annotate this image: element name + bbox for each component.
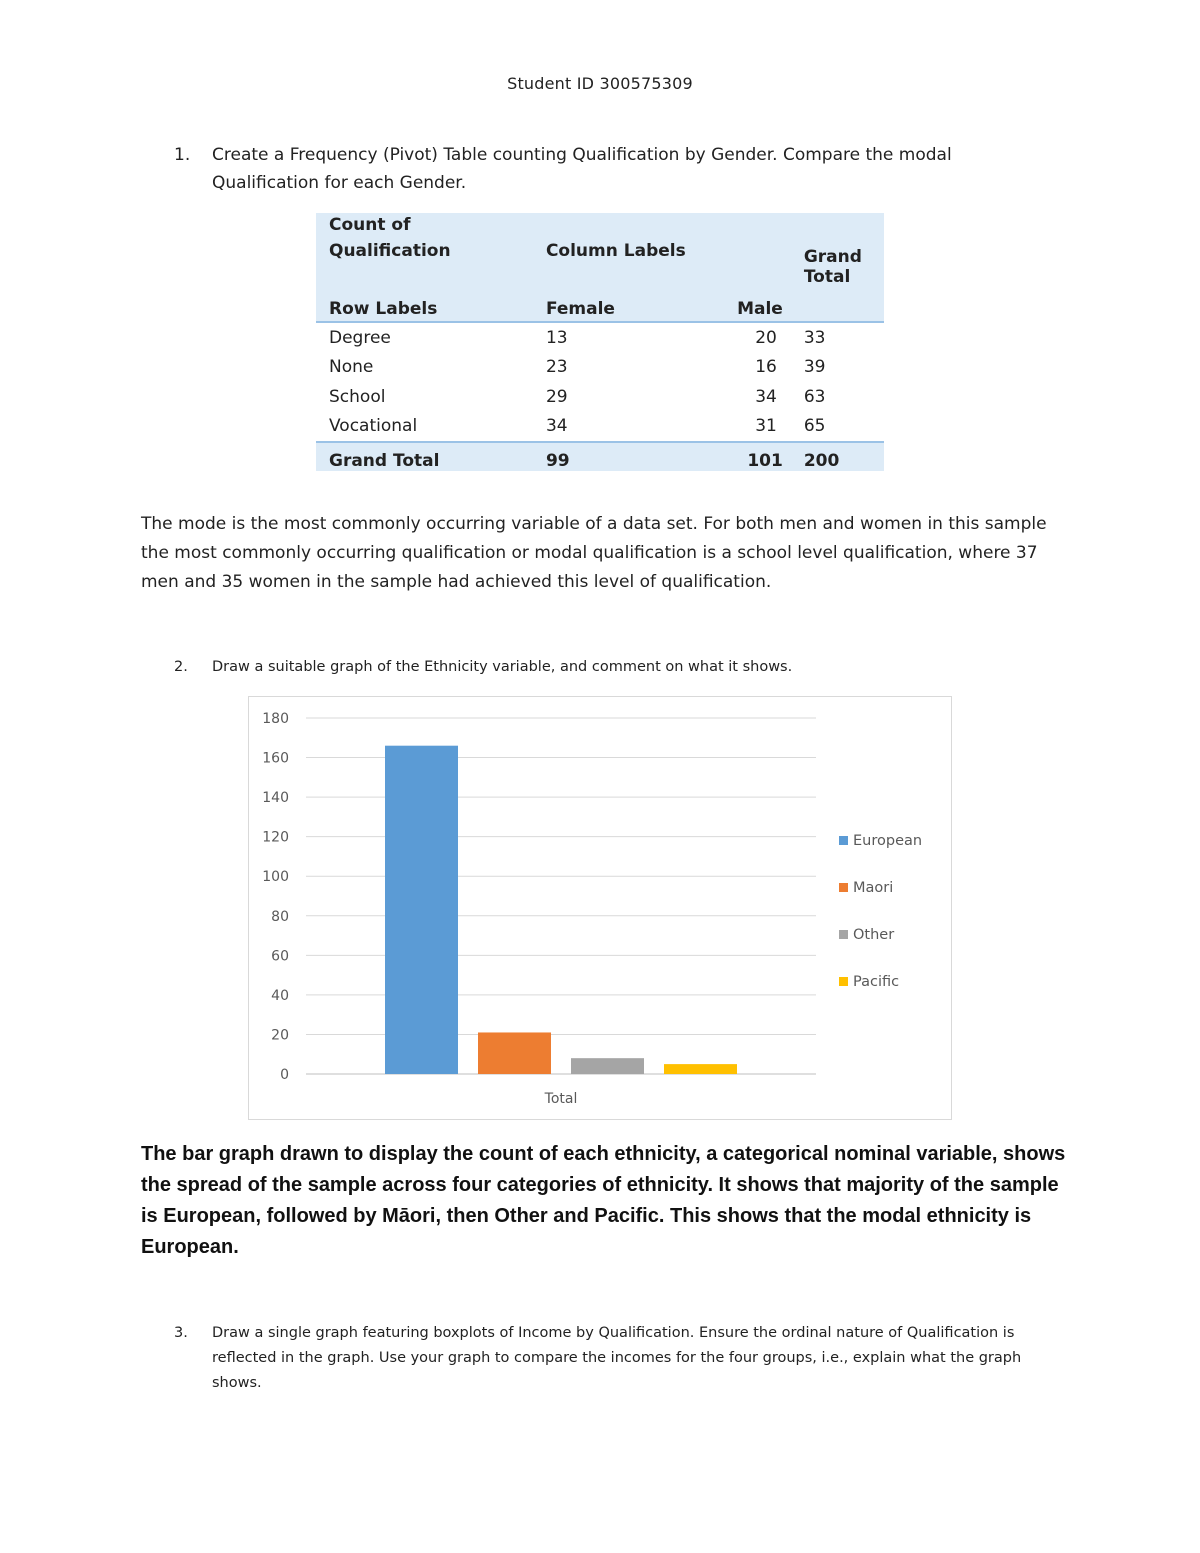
- pivot-header-row: [316, 213, 884, 241]
- cell-total: 33: [803, 327, 826, 348]
- cell-male: 31: [755, 416, 777, 437]
- question-3: [174, 1321, 1054, 1396]
- table-row: [316, 322, 884, 353]
- row-label: Grand Total: [316, 442, 533, 471]
- header-qualification: Qualification: [316, 241, 533, 267]
- pivot-table: [316, 213, 884, 471]
- y-tick-label: 120: [262, 829, 289, 846]
- cell-male: 20: [755, 327, 777, 348]
- ethnicity-bar-chart: [248, 696, 952, 1120]
- bar-other: [571, 1058, 644, 1074]
- cell-total: 65: [803, 416, 826, 437]
- bars: [385, 746, 737, 1074]
- legend: [839, 833, 922, 990]
- y-tick-label: 100: [262, 869, 289, 886]
- legend-label: Pacific: [853, 974, 900, 990]
- question-number: 3.: [174, 1325, 188, 1341]
- cell-total: 39: [803, 357, 826, 378]
- question-text: Create a Frequency (Pivot) Table counting Qualification by Gender. Compare the modal Qualification for each Gender.: [212, 145, 952, 193]
- cell-female: 99: [533, 442, 711, 471]
- cell-female: 13: [545, 327, 568, 348]
- y-tick-label: 60: [271, 948, 289, 965]
- header-male: Male: [711, 267, 791, 322]
- y-tick-label: 40: [271, 987, 289, 1004]
- table-row: [316, 382, 884, 412]
- pivot-header-row: [316, 267, 884, 322]
- cell-female: 23: [545, 357, 568, 378]
- header-total: Total: [791, 267, 884, 322]
- y-axis-ticks: [262, 711, 289, 1083]
- cell-total: 200: [791, 442, 884, 471]
- y-tick-label: 80: [271, 908, 289, 925]
- legend-swatch: [839, 836, 848, 845]
- x-category-label: Total: [544, 1091, 578, 1107]
- y-tick-label: 180: [262, 711, 289, 727]
- cell-female: 29: [545, 386, 568, 407]
- legend-swatch: [839, 883, 848, 892]
- pivot-header-row: [316, 241, 884, 267]
- row-label: None: [329, 357, 374, 378]
- gridlines: [306, 718, 816, 1074]
- y-tick-label: 160: [262, 750, 289, 767]
- cell-male: 34: [755, 386, 777, 407]
- table-row: [316, 412, 884, 443]
- header-female: Female: [533, 267, 711, 322]
- bar-maori: [478, 1032, 551, 1074]
- legend-label: Other: [853, 927, 895, 943]
- bar-european: [385, 746, 458, 1074]
- y-tick-label: 140: [262, 790, 289, 807]
- question-number: 1.: [174, 145, 191, 165]
- question-text: Draw a suitable graph of the Ethnicity variable, and comment on what it shows.: [212, 659, 793, 675]
- row-label: Degree: [329, 327, 391, 348]
- legend-swatch: [839, 930, 848, 939]
- question-text: Draw a single graph featuring boxplots of Income by Qualification. Ensure the ordinal nature of Qualification is reflected in the graph. Use your graph to compare the incomes for the four groups, i.e., explain what the graph shows.: [212, 1325, 1022, 1391]
- question-1: [174, 141, 1054, 197]
- legend-label: European: [853, 833, 923, 849]
- cell-male: 16: [755, 357, 777, 378]
- row-label: School: [329, 386, 386, 407]
- legend-swatch: [839, 977, 848, 986]
- answer-2-paragraph: The bar graph drawn to display the count of each ethnicity, a categorical nominal variable, shows the spread of the sample across four categories of ethnicity. It shows that majority of the sample is European, followed by Māori, then Other and Pacific. This shows that the modal ethnicity is European.: [141, 1143, 1066, 1258]
- header-count-of: Count of: [316, 213, 533, 241]
- question-2: [174, 655, 1054, 680]
- chart-svg: [249, 697, 951, 1119]
- row-label: Vocational: [329, 416, 418, 437]
- header-row-labels: Row Labels: [316, 267, 533, 322]
- bar-pacific: [664, 1064, 737, 1074]
- page-header-student-id: Student ID 300575309: [507, 74, 693, 93]
- cell-female: 34: [545, 416, 568, 437]
- y-tick-label: 20: [271, 1027, 289, 1044]
- header-grand: Grand: [791, 241, 884, 267]
- header-column-labels: Column Labels: [533, 241, 711, 267]
- answer-1-paragraph: The mode is the most commonly occurring variable of a data set. For both men and women in this sample the most commonly occurring qualification or modal qualification is a school level qualification, where 37 men and 35 women in the sample had achieved this level of qualification.: [141, 514, 1047, 592]
- legend-label: Maori: [853, 880, 894, 896]
- table-row: [316, 353, 884, 383]
- question-number: 2.: [174, 659, 188, 675]
- y-tick-label: 0: [280, 1067, 289, 1083]
- cell-male: 101: [711, 442, 791, 471]
- grand-total-row: [316, 442, 884, 471]
- cell-total: 63: [803, 386, 826, 407]
